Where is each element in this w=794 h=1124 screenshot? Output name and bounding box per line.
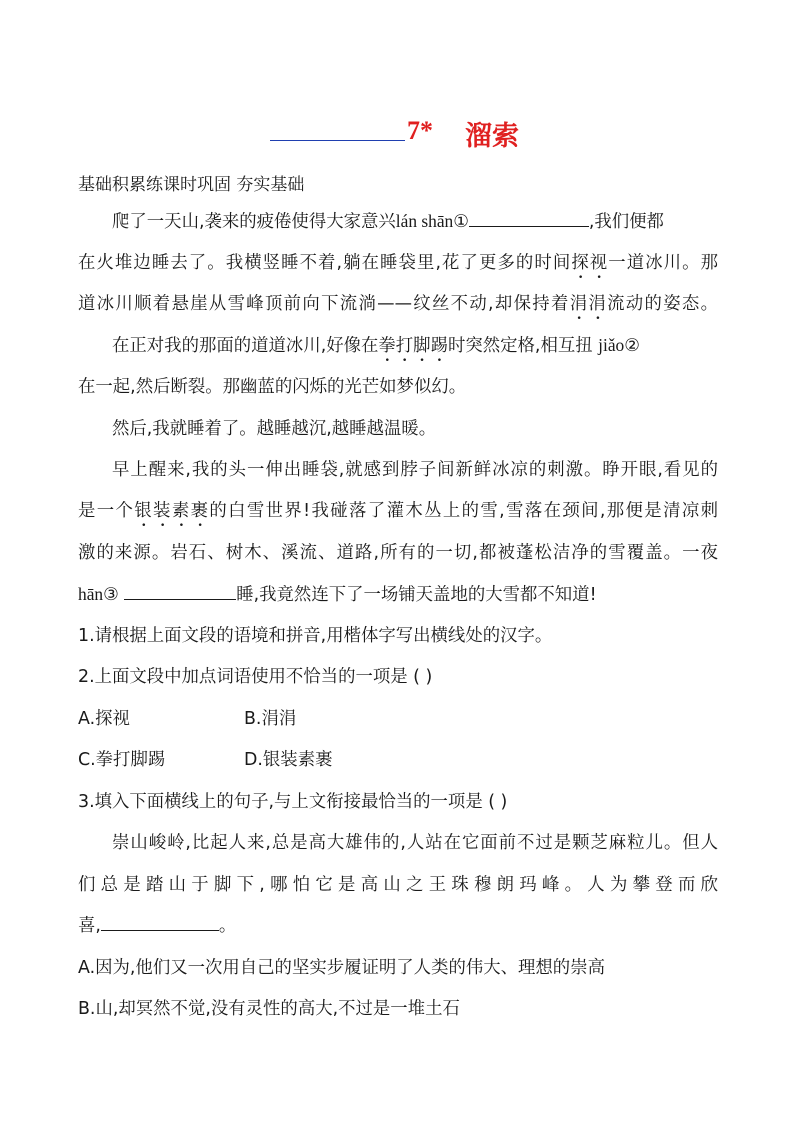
dotted-word-quandajiaoti: 拳打脚踢 (378, 336, 448, 356)
lesson-title (0, 112, 794, 152)
dotted-word-yinzhuangsuguo: 银装素裹 (134, 501, 210, 521)
passage-text: 喜, (78, 916, 101, 936)
passage-line-8 (78, 496, 718, 531)
passage-text: 一道冰川。那 (608, 253, 718, 273)
q2-option-d[interactable]: D.银装素裹 (244, 750, 333, 770)
title-underline (270, 140, 405, 141)
passage-line-4 (112, 331, 640, 366)
dotted-word-tanshi: 探视 (571, 253, 609, 273)
passage-text: 时突然定格,相互扭 (447, 336, 593, 356)
q3-answer-blank[interactable] (101, 914, 219, 931)
passage-line-6: 然后,我就睡着了。越睡越沉,越睡越温暖。 (112, 419, 437, 439)
passage-text: 在正对我的那面的道道冰川,好像在 (112, 336, 379, 356)
passage-line-7: 早上醒来,我的头一伸出睡袋,就感到脖子间新鲜冰凉的刺激。睁开眼,看见的 (112, 460, 718, 480)
q2-option-c[interactable]: C.拳打脚踢 (78, 750, 166, 770)
passage-text: 道冰川顺着悬崖从雪峰顶前向下流淌——纹丝不动,却保持着 (78, 294, 570, 314)
question-2-stem: 2.上面文段中加点词语使用不恰当的一项是 ( ) (78, 667, 433, 687)
passage-line-2 (78, 248, 718, 283)
q3-option-a[interactable]: A.因为,他们又一次用自己的坚实步履证明了人类的伟大、理想的崇高 (78, 958, 605, 978)
passage-text: 在火堆边睡去了。我横竖睡不着,躺在睡袋里,花了更多的时间 (78, 253, 572, 273)
q3-passage-line-1: 崇山峻岭,比起人来,总是高大雄伟的,人站在它面前不过是颗芝麻粒儿。但人 (112, 833, 718, 853)
q3-passage-line-2: 们总是踏山于脚下,哪怕它是高山之王珠穆朗玛峰。人为攀登而欣 (78, 875, 718, 895)
passage-text: 睡,我竟然连下了一场铺天盖地的大雪都不知道! (236, 585, 597, 605)
pinyin-2: jiǎo② (598, 335, 640, 355)
passage-text: 爬了一天山,袭来的疲倦使得大家意兴 (112, 212, 396, 232)
passage-line-3 (78, 289, 718, 324)
q2-option-a[interactable]: A.探视 (78, 709, 130, 729)
question-3-stem: 3.填入下面横线上的句子,与上文衔接最恰当的一项是 ( ) (78, 792, 508, 812)
question-1: 1.请根据上面文段的语境和拼音,用楷体字写出横线处的汉字。 (78, 626, 553, 646)
pinyin-3: hān③ (78, 584, 119, 604)
passage-text: 的白雪世界!我碰落了灌木丛上的雪,雪落在颈间,那便是清凉刺 (209, 501, 718, 521)
answer-blank-1[interactable] (469, 210, 589, 227)
q3-option-b[interactable]: B.山,却冥然不觉,没有灵性的高大,不过是一堆土石 (78, 999, 460, 1019)
passage-text: ,我们便都 (588, 212, 664, 232)
passage-text: 流动的姿态。 (607, 294, 718, 314)
passage-line-10 (78, 580, 597, 605)
section-heading: 基础积累练课时巩固 夯实基础 (78, 175, 305, 195)
passage-line-1 (112, 207, 664, 232)
dotted-word-juanjuan: 涓涓 (569, 294, 608, 314)
passage-line-9: 激的来源。岩石、树木、溪流、道路,所有的一切,都被蓬松洁净的雪覆盖。一夜 (78, 543, 718, 563)
passage-text: 。 (218, 916, 237, 936)
passage-text: 是一个 (78, 501, 135, 521)
passage-line-5: 在一起,然后断裂。那幽蓝的闪烁的光芒如梦似幻。 (78, 377, 467, 397)
lesson-name: 溜索 (465, 121, 519, 152)
q2-option-b[interactable]: B.涓涓 (244, 709, 297, 729)
q3-passage-line-3 (78, 911, 236, 936)
lesson-number: 7* (407, 116, 433, 145)
pinyin-1: lán shān① (395, 211, 469, 231)
answer-blank-3[interactable] (124, 583, 236, 600)
